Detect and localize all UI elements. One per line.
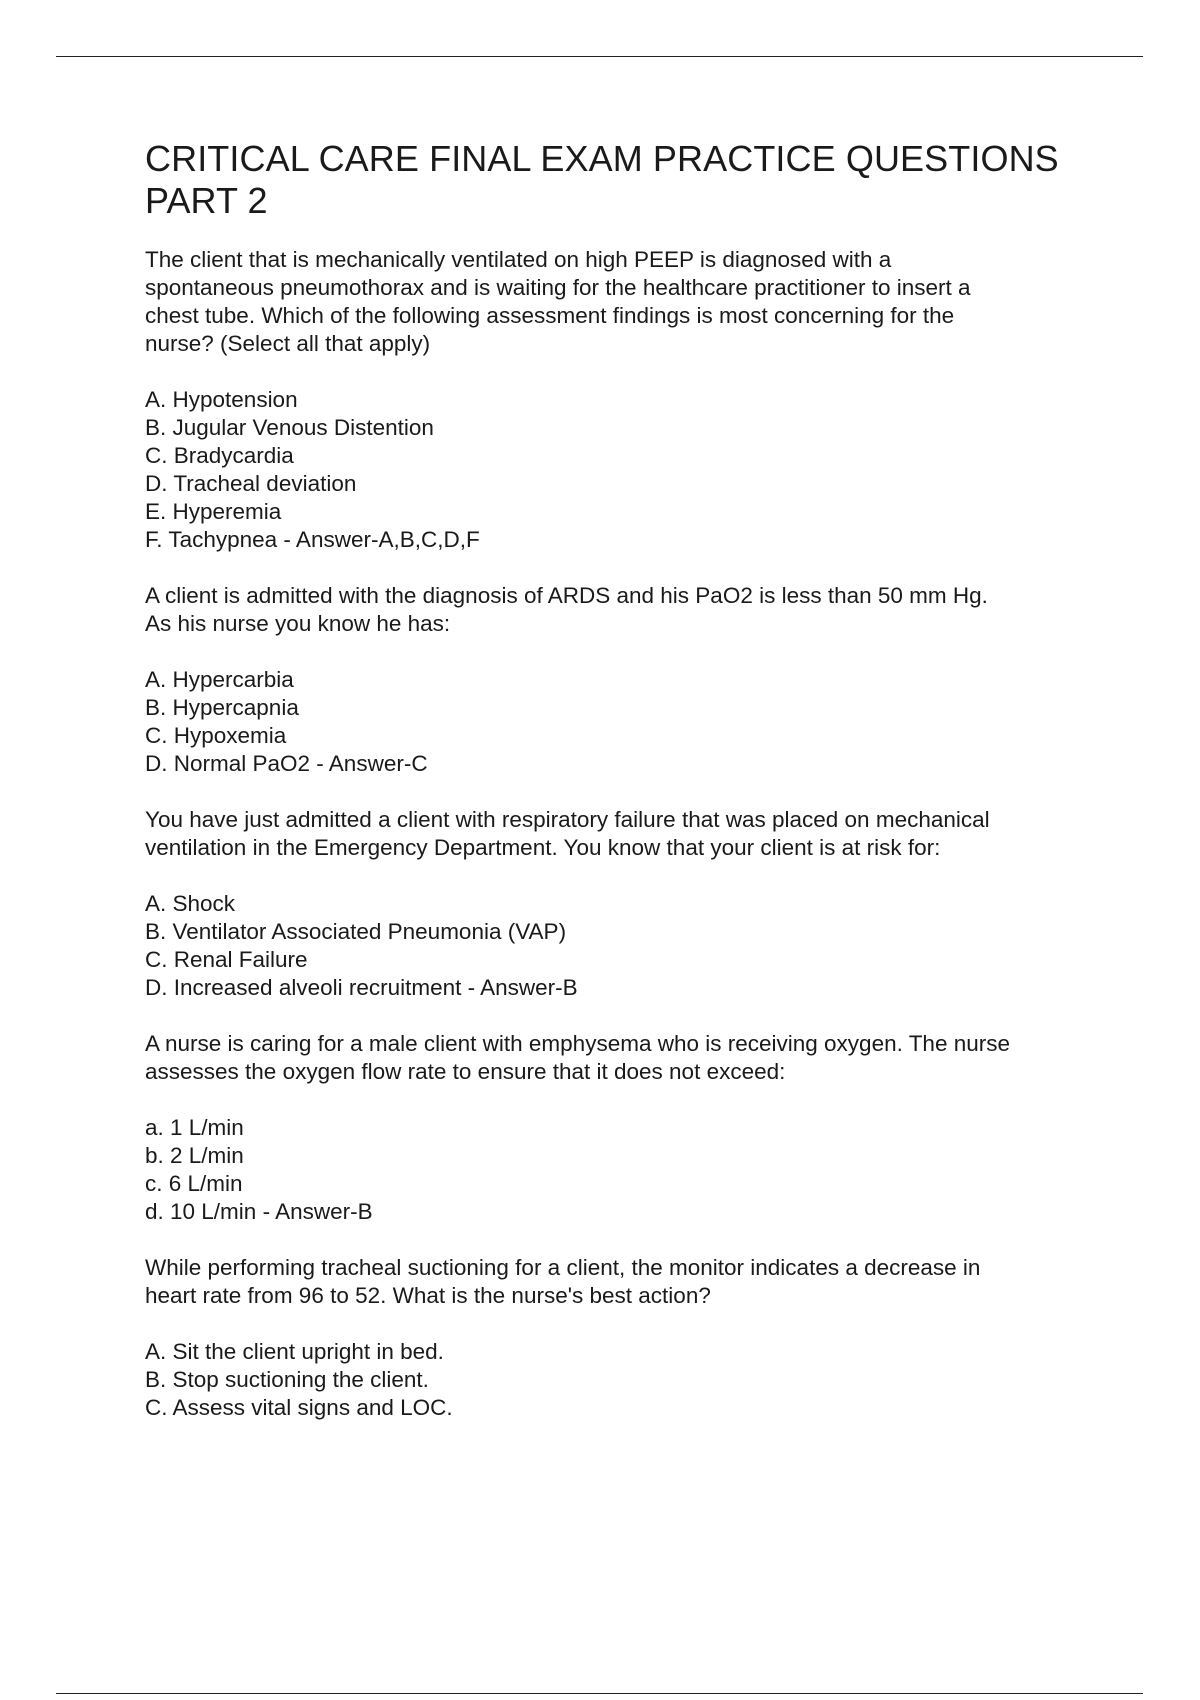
option-item: A. Sit the client upright in bed.	[145, 1339, 444, 1364]
page-content	[145, 138, 1105, 1450]
option-item: B. Stop suctioning the client.	[145, 1367, 429, 1392]
question-stem	[145, 1030, 1105, 1086]
question-stem	[145, 246, 1105, 358]
option-item: B. Hypercapnia	[145, 695, 299, 720]
option-item-with-answer: D. Increased alveoli recruitment - Answer-B	[145, 975, 578, 1000]
bottom-rule	[56, 1693, 1143, 1694]
top-rule	[56, 56, 1143, 57]
option-item-with-answer: F. Tachypnea - Answer-A,B,C,D,F	[145, 527, 480, 552]
option-item: C. Hypoxemia	[145, 723, 287, 748]
stem-line: chest tube. Which of the following assessment findings is most concerning for the	[145, 303, 955, 328]
stem-line: assesses the oxygen flow rate to ensure that it does not exceed:	[145, 1059, 786, 1084]
question-stem	[145, 1254, 1105, 1310]
document-title	[145, 138, 1105, 222]
stem-line: ventilation in the Emergency Department. You know that your client is at risk for:	[145, 835, 941, 860]
title-line-2: PART 2	[145, 180, 268, 221]
option-item: A. Hypercarbia	[145, 667, 294, 692]
answer-options	[145, 1338, 1105, 1422]
option-item: E. Hyperemia	[145, 499, 282, 524]
stem-line: The client that is mechanically ventilated on high PEEP is diagnosed with a	[145, 247, 892, 272]
option-item-with-answer: D. Normal PaO2 - Answer-C	[145, 751, 428, 776]
stem-line: While performing tracheal suctioning for a client, the monitor indicates a decrease in	[145, 1255, 981, 1280]
answer-options	[145, 1114, 1105, 1226]
stem-line: As his nurse you know he has:	[145, 611, 451, 636]
option-item: C. Bradycardia	[145, 443, 294, 468]
option-item: D. Tracheal deviation	[145, 471, 357, 496]
option-item: A. Shock	[145, 891, 236, 916]
question-3	[145, 806, 1105, 1002]
option-item: a. 1 L/min	[145, 1115, 244, 1140]
question-stem	[145, 582, 1105, 638]
question-1	[145, 246, 1105, 554]
option-item: c. 6 L/min	[145, 1171, 243, 1196]
option-item: B. Jugular Venous Distention	[145, 415, 434, 440]
option-item: A. Hypotension	[145, 387, 298, 412]
stem-line: nurse? (Select all that apply)	[145, 331, 431, 356]
question-5	[145, 1254, 1105, 1422]
option-item: C. Renal Failure	[145, 947, 308, 972]
stem-line: You have just admitted a client with respiratory failure that was placed on mechanical	[145, 807, 990, 832]
option-item: B. Ventilator Associated Pneumonia (VAP)	[145, 919, 567, 944]
question-stem	[145, 806, 1105, 862]
option-item: C. Assess vital signs and LOC.	[145, 1395, 453, 1420]
answer-options	[145, 666, 1105, 778]
stem-line: A nurse is caring for a male client with emphysema who is receiving oxygen. The nurse	[145, 1031, 1010, 1056]
stem-line: spontaneous pneumothorax and is waiting for the healthcare practitioner to insert a	[145, 275, 971, 300]
answer-options	[145, 890, 1105, 1002]
stem-line: A client is admitted with the diagnosis of ARDS and his PaO2 is less than 50 mm Hg.	[145, 583, 988, 608]
option-item-with-answer: d. 10 L/min - Answer-B	[145, 1199, 373, 1224]
title-line-1: CRITICAL CARE FINAL EXAM PRACTICE QUESTIONS	[145, 138, 1059, 179]
question-2	[145, 582, 1105, 778]
answer-options	[145, 386, 1105, 554]
question-4	[145, 1030, 1105, 1226]
option-item: b. 2 L/min	[145, 1143, 244, 1168]
stem-line: heart rate from 96 to 52. What is the nurse's best action?	[145, 1283, 711, 1308]
